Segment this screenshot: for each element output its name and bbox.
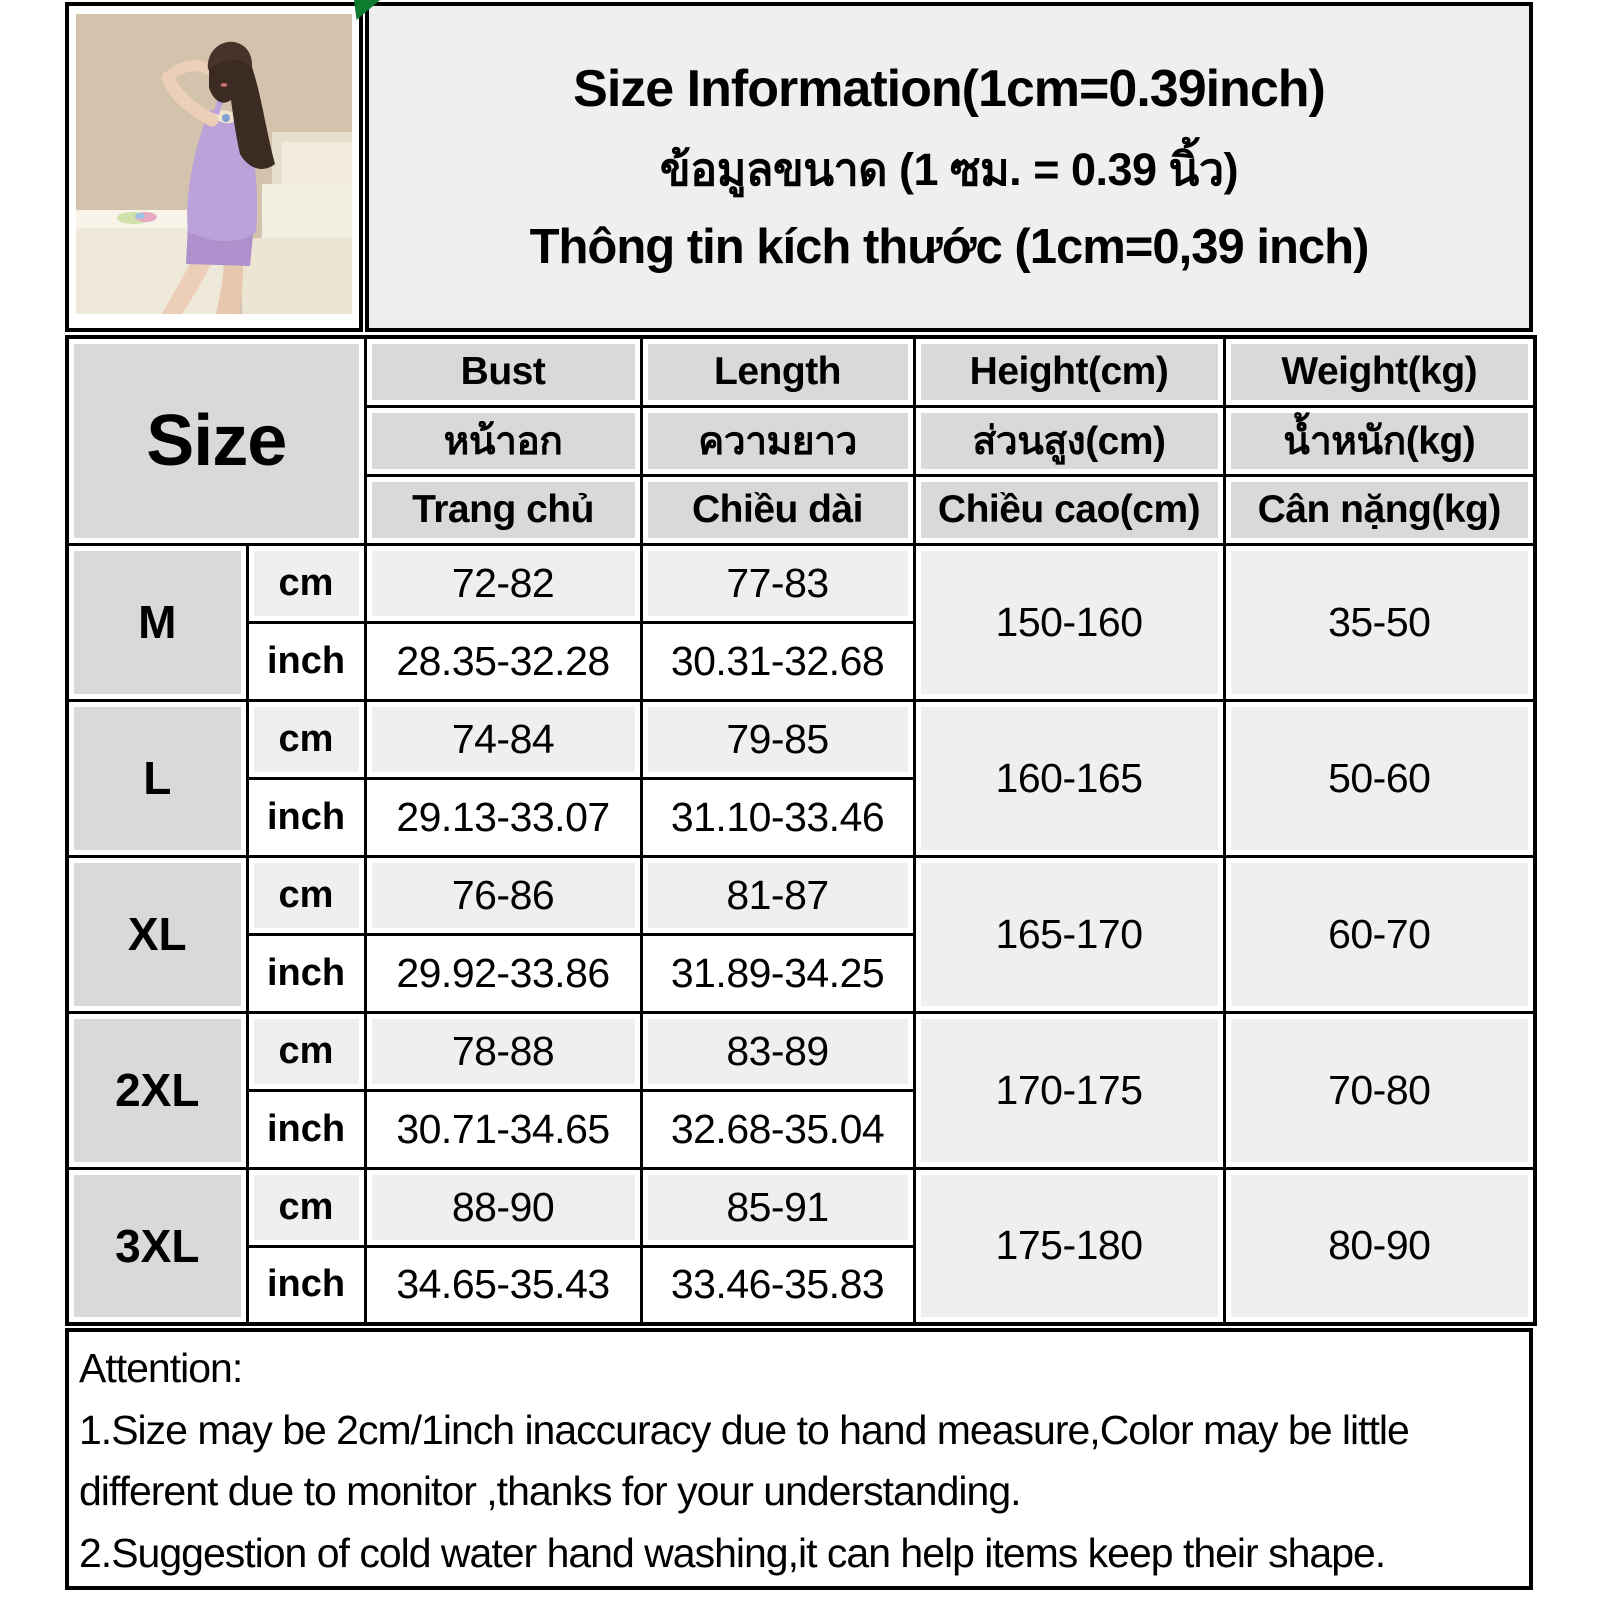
bust-inch-value: 29.92-33.86 [365,934,641,1012]
unit-inch-label: inch [247,622,365,700]
bust-inch-value: 30.71-34.65 [365,1090,641,1168]
length-inch-value: 32.68-35.04 [641,1090,914,1168]
length-cm-value: 85-91 [641,1168,914,1246]
height-value: 175-180 [914,1168,1224,1324]
length-cm-value: 81-87 [641,856,914,934]
bust-cm-value: 76-86 [365,856,641,934]
title-vietnamese: Thông tin kích thước (1cm=0,39 inch) [529,220,1369,274]
col-header-weight-th: น้ำหนัก(kg) [1224,406,1535,475]
unit-cm-label: cm [247,856,365,934]
size-label: 2XL [67,1012,247,1168]
weight-value: 35-50 [1224,544,1535,700]
height-value: 160-165 [914,700,1224,856]
attention-note-1: 1.Size may be 2cm/1inch inaccuracy due to hand measure,Color may be little different due to monitor ,thanks for your understanding. [79,1406,1409,1514]
col-header-height-vi: Chiều cao(cm) [914,475,1224,544]
bust-inch-value: 34.65-35.43 [365,1246,641,1324]
col-header-height-en: Height(cm) [914,337,1224,406]
length-inch-value: 33.46-35.83 [641,1246,914,1324]
weight-value: 60-70 [1224,856,1535,1012]
col-header-bust-vi: Trang chủ [365,475,641,544]
weight-value: 70-80 [1224,1012,1535,1168]
bust-inch-value: 28.35-32.28 [365,622,641,700]
unit-inch-label: inch [247,778,365,856]
unit-cm-label: cm [247,1012,365,1090]
unit-cm-label: cm [247,544,365,622]
length-inch-value: 31.10-33.46 [641,778,914,856]
size-label: XL [67,856,247,1012]
height-value: 165-170 [914,856,1224,1012]
size-label: L [67,700,247,856]
attention-note-2: 2.Suggestion of cold water hand washing,it can help items keep their shape. [79,1529,1386,1576]
size-information-header [365,2,1533,332]
col-header-weight-en: Weight(kg) [1224,337,1535,406]
unit-inch-label: inch [247,934,365,1012]
col-header-length-th: ความยาว [641,406,914,475]
col-header-length-en: Length [641,337,914,406]
size-table [65,335,1537,1326]
weight-value: 50-60 [1224,700,1535,856]
bust-cm-value: 78-88 [365,1012,641,1090]
col-header-weight-vi: Cân nặng(kg) [1224,475,1535,544]
length-cm-value: 79-85 [641,700,914,778]
bust-inch-value: 29.13-33.07 [365,778,641,856]
bust-cm-value: 74-84 [365,700,641,778]
weight-value: 80-90 [1224,1168,1535,1324]
unit-inch-label: inch [247,1246,365,1324]
model-photo-illustration [76,14,352,314]
col-header-bust-th: หน้าอก [365,406,641,475]
length-inch-value: 31.89-34.25 [641,934,914,1012]
col-header-length-vi: Chiều dài [641,475,914,544]
bust-cm-value: 72-82 [365,544,641,622]
height-value: 150-160 [914,544,1224,700]
size-label: 3XL [67,1168,247,1324]
title-english: Size Information(1cm=0.39inch) [573,60,1325,118]
bust-cm-value: 88-90 [365,1168,641,1246]
length-cm-value: 83-89 [641,1012,914,1090]
attention-notes [65,1328,1533,1590]
unit-cm-label: cm [247,700,365,778]
col-header-bust-en: Bust [365,337,641,406]
length-inch-value: 30.31-32.68 [641,622,914,700]
product-photo [65,2,363,332]
size-corner-label: Size [67,337,365,544]
col-header-height-th: ส่วนสูง(cm) [914,406,1224,475]
length-cm-value: 77-83 [641,544,914,622]
attention-heading: Attention: [79,1345,243,1391]
unit-cm-label: cm [247,1168,365,1246]
height-value: 170-175 [914,1012,1224,1168]
title-thai: ข้อมูลขนาด (1 ซม. = 0.39 นิ้ว) [659,144,1239,195]
size-label: M [67,544,247,700]
unit-inch-label: inch [247,1090,365,1168]
